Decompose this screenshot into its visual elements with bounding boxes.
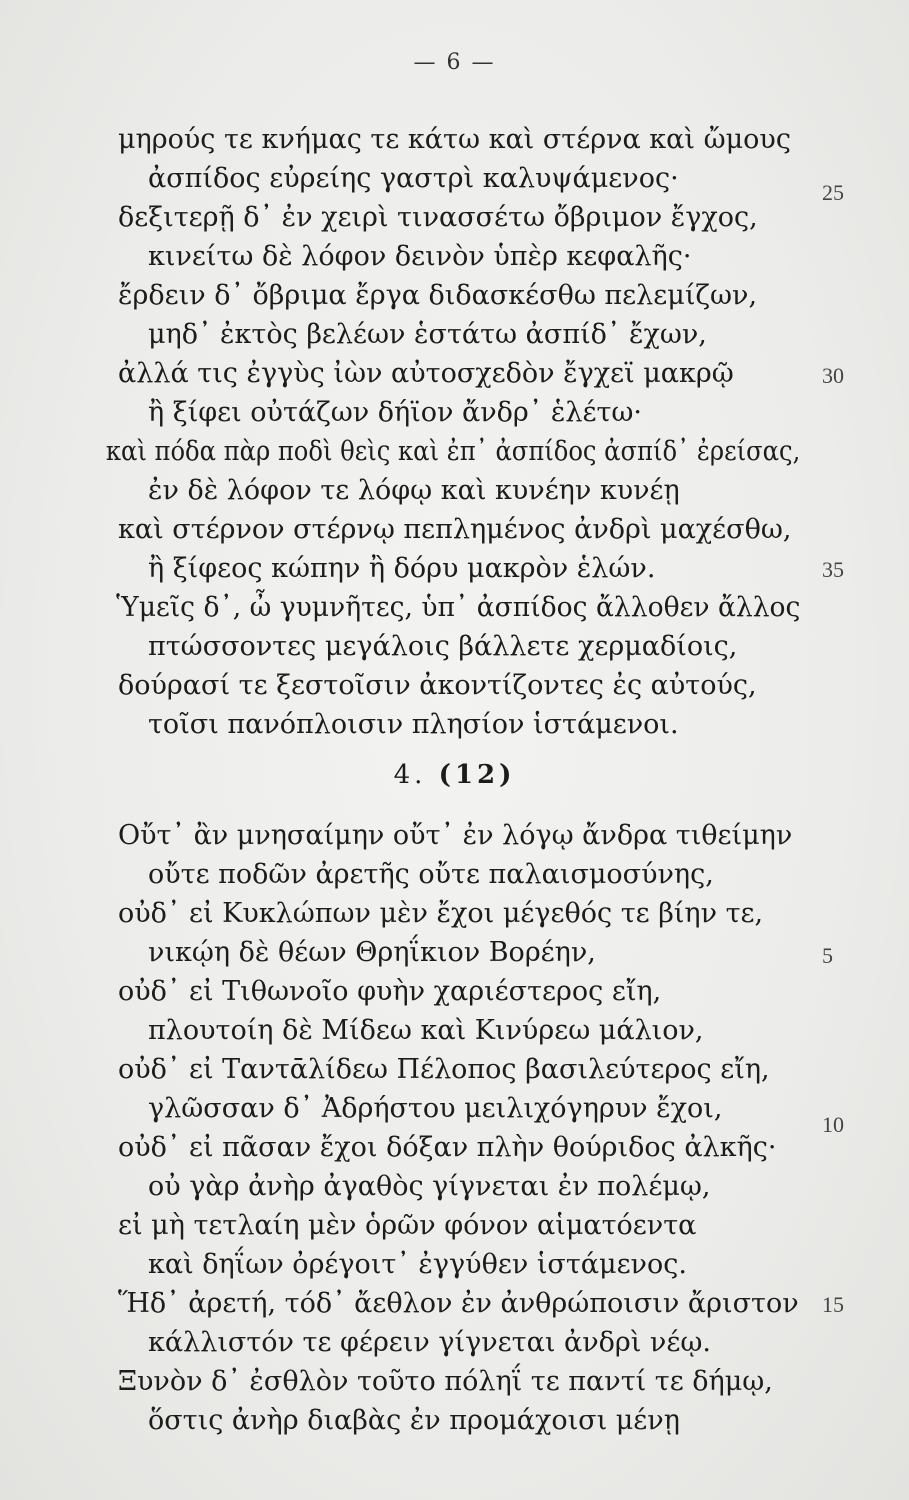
verse-line: τοῖσι πανόπλοισιν πλησίον ἱστάμενοι. [148, 709, 679, 740]
verse-line: ἐν δὲ λόφον τε λόφῳ καὶ κυνέην κυνέῃ [148, 475, 680, 506]
line-number: 35 [822, 557, 844, 582]
verse-line: καὶ στέρνον στέρνῳ πεπλημένος ἀνδρὶ μαχέσθω, [118, 514, 792, 545]
verse-line: δεξιτερῇ δ᾽ ἐν χειρὶ τινασσέτω ὄβριμον ἔγχος, [118, 202, 758, 233]
verse-line: οὐ γὰρ ἀνὴρ ἀγαθὸς γίγνεται ἐν πολέμῳ, [148, 1171, 711, 1202]
verse-line: ἀλλά τις ἐγγὺς ἰὼν αὐτοσχεδὸν ἔγχεϊ μακρῷ [118, 358, 734, 389]
verse-line: Ὑμεῖς δ᾽, ὦ γυμνῆτες, ὑπ᾽ ἀσπίδος ἄλλοθεν ἄλλος [116, 592, 801, 623]
verse-line: πτώσσοντες μεγάλοις βάλλετε χερμαδίοις, [148, 631, 738, 662]
verse-line: δούρασί τε ξεστοῖσιν ἀκοντίζοντες ἐς αὐτούς, [118, 670, 757, 701]
verse-line: μηδ᾽ ἐκτὸς βελέων ἑστάτω ἀσπίδ᾽ ἔχων, [148, 319, 707, 350]
verse-line: γλῶσσαν δ᾽ Ἀδρήστου μειλιχόγηρυν ἔχοι, [148, 1093, 723, 1124]
verse-line: καὶ πόδα πὰρ ποδὶ θεὶς καὶ ἐπ᾽ ἀσπίδος ἀσπίδ᾽ ἐρείσας, [105, 436, 801, 467]
verse-line: ἢ ξίφεος κώπην ἢ δόρυ μακρὸν ἑλών. [148, 553, 656, 584]
verse-line: Οὔτ᾽ ἂν μνησαίμην οὔτ᾽ ἐν λόγῳ ἄνδρα τιθείμην [118, 820, 793, 851]
page-number: — 6 — [413, 50, 496, 75]
verse-line: κινείτω δὲ λόφον δεινὸν ὑπὲρ κεφαλῆς· [148, 241, 692, 272]
verse-line: οὐδ᾽ εἰ Ταντᾱλίδεω Πέλοπος βασιλεύτερος εἴη, [118, 1054, 770, 1085]
line-number: 25 [822, 180, 844, 205]
poem-number: 4. [393, 760, 427, 790]
verse-line: οὐδ᾽ εἰ πᾶσαν ἔχοι δόξαν πλὴν θούριδος ἀλκῆς· [118, 1132, 777, 1163]
poem-heading [0, 760, 909, 790]
verse-line: κάλλιστόν τε φέρειν γίγνεται ἀνδρὶ νέῳ. [148, 1327, 711, 1358]
verse-line: ἢ ξίφει οὐτάζων δήϊον ἄνδρ᾽ ἑλέτω· [148, 397, 643, 428]
verse-line: Ἥδ᾽ ἀρετή, τόδ᾽ ἄεθλον ἐν ἀνθρώποισιν ἄριστον [118, 1288, 799, 1319]
verse-line: Ξυνὸν δ᾽ ἐσθλὸν τοῦτο πόληΐ τε παντί τε δήμῳ, [118, 1366, 773, 1397]
verse-line: νικῴη δὲ θέων Θρηΐκιον Βορέην, [148, 937, 596, 968]
verse-line: ἔρδειν δ᾽ ὄβριμα ἔργα διδασκέσθω πελεμίζων, [118, 280, 758, 311]
fragment-number: (12) [438, 760, 516, 790]
line-number: 5 [822, 943, 833, 968]
verse-line: καὶ δηΐων ὀρέγοιτ᾽ ἐγγύθεν ἱστάμενος. [148, 1249, 687, 1280]
line-number: 30 [822, 363, 844, 388]
verse-line: πλουτοίη δὲ Μίδεω καὶ Κινύρεω μάλιον, [148, 1015, 704, 1046]
verse-line: οὔτε ποδῶν ἀρετῆς οὔτε παλαισμοσύνης, [148, 859, 714, 890]
line-number: 10 [822, 1112, 844, 1137]
line-number: 15 [822, 1292, 844, 1317]
verse-line: ἀσπίδος εὐρείης γαστρὶ καλυψάμενος· [148, 163, 679, 194]
verse-line: οὐδ᾽ εἰ Τιθωνοῖο φυὴν χαριέστερος εἴη, [118, 976, 662, 1007]
verse-line: εἰ μὴ τετλαίη μὲν ὁρῶν φόνον αἱματόεντα [118, 1210, 697, 1241]
verse-line: οὐδ᾽ εἰ Κυκλώπων μὲν ἔχοι μέγεθός τε βίην τε, [118, 898, 764, 929]
verse-line: μηρούς τε κνήμας τε κάτω καὶ στέρνα καὶ ὤμους [118, 124, 791, 155]
verse-line: ὅστις ἀνὴρ διαβὰς ἐν προμάχοισι μένῃ [148, 1405, 680, 1436]
